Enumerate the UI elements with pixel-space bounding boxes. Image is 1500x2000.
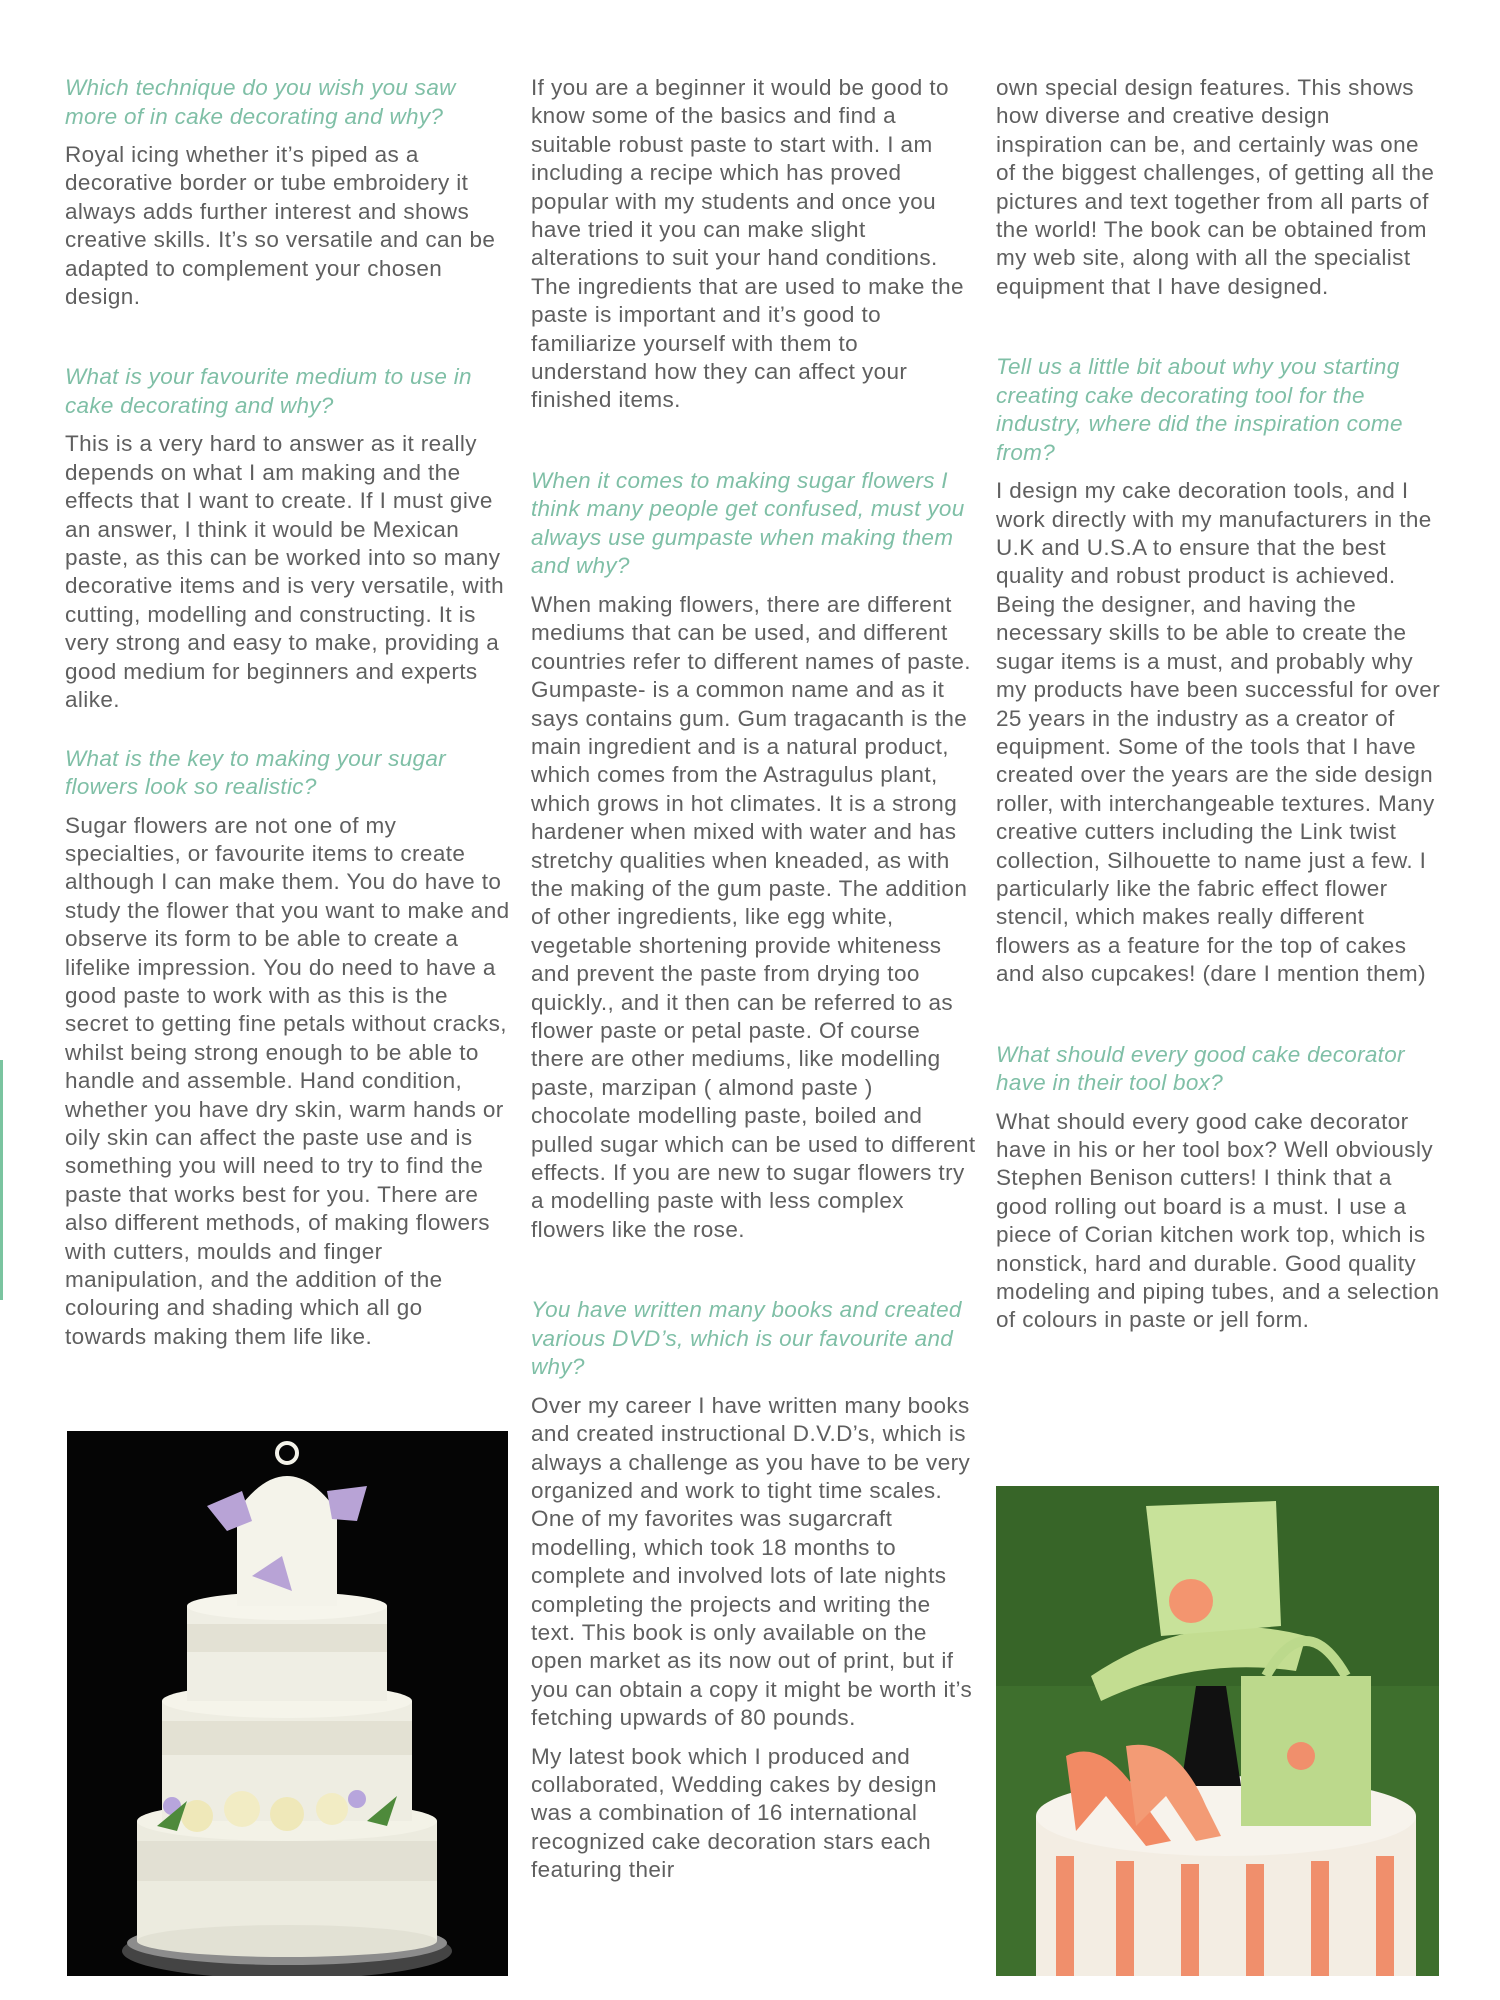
answer-paragraph: My latest book which I produced and collaborated, Wedding cakes by design was a combination of 16 international recognized cake decoration stars each featuring their [531,1743,937,1883]
question-heading: When it comes to making sugar flowers I think many people get confused, must you always use gumpaste when making them and why? [531,467,965,579]
wedding-cake-photo [67,1431,508,1976]
question-heading: Tell us a little bit about why you starting creating cake decorating tool for the industry, where did the inspiration come from? [996,354,1403,465]
question-heading: What is the key to making your sugar flowers look so realistic? [65,745,446,799]
answer-paragraph: Royal icing whether it’s piped as a decorative border or tube embroidery it always adds further interest and shows creative skills. It’s so versatile and can be adapted to complement your chosen design. [65,142,496,310]
column-right [996,74,1441,1335]
column-middle [531,74,976,1885]
question-heading: What is your favourite medium to use in cake decorating and why? [65,364,472,418]
answer-paragraph: What should every good cake decorator have in his or her tool box? Well obviously Stephen Benison cutters! I think that a good rolling out board is a must. I use a piece of Corian kitchen work top, which is nonstick, hard and durable. Good quality modeling and piping tubes, and a selection of colours in paste or jell form. [996,1108,1440,1333]
answer-paragraph: If you are a beginner it would be good to know some of the basics and find a suitable robust paste to start with. I am including a recipe which has proved popular with my students and once you have tried it you can make slight alterations to suit your hand conditions. The ingredients that are used to make the paste is important and it’s good to familiarize yourself with them to understand how they can affect your finished items. [531,75,964,413]
question-heading: What should every good cake decorator have in their tool box? [996,1041,1405,1096]
column-left [65,74,510,1351]
answer-paragraph: own special design features. This shows how diverse and creative design inspiration can be, and certainly was one of the biggest challenges, of getting all the pictures and text together from all parts of the world! The book can be obtained from my web site, along with all the specialist equipment that I have designed. [996,75,1435,299]
answer-paragraph: Over my career I have written many books and created instructional D.V.D’s, which is always a challenge as you have to be very organized and work to tight time scales. One of my favorites was sugarcraft modelling, which took 18 months to complete and involved lots of late nights completing the projects and writing the text. This book is only available on the open market as its now out of print, but if you can obtain a copy it might be worth it’s fetching upwards of 80 pounds. [531,1392,973,1731]
answer-paragraph: Sugar flowers are not one of my specialties, or favourite items to create although I can make them. You do have to study the flower that you want to make and observe its form to be able to create a lifelike impression. You do need to have a good paste to work with as this is the secret to getting fine petals without cracks, whilst being strong enough to be able to handle and assemble. Hand condition, whether you have dry skin, warm hands or oily skin can affect the paste use and is something you will need to try to find the paste that works best for you. There are also different methods, of making flowers with cutters, moulds and finger manipulation, and the addition of the colouring and shading which all go towards making them life like. [65,812,510,1349]
answer-paragraph: When making flowers, there are different mediums that can be used, and different countries refer to different names of paste. Gumpaste- is a common name and as it says contains gum. Gum tragacanth is the main ingredient and is a natural product, which comes from the Astragulus plant, which grows in hot climates. It is a strong hardener when mixed with water and has stretchy qualities when kneaded, as with the making of the gum paste. The addition of other ingredients, like egg white, vegetable shortening provide whiteness and prevent the paste from drying too quickly., and it then can be referred to as flower paste or petal paste. Of course there are other mediums, like modelling paste, marzipan ( almond paste ) chocolate modelling paste, boiled and pulled sugar which can be used to different effects. If you are new to sugar flowers try a modelling paste with less complex flowers like the rose. [531,591,976,1242]
answer-paragraph: This is a very hard to answer as it really depends on what I am making and the effects that I want to create. If I must give an answer, I think it would be Mexican paste, as this can be worked into so many decorative items and is very versatile, with cutting, modelling and constructing. It is very strong and easy to make, providing a good medium for beginners and experts alike. [65,431,505,713]
question-heading: You have written many books and created various DVD’s, which is our favourite and why? [531,1297,962,1380]
question-heading: Which technique do you wish you saw more of in cake decorating and why? [65,75,456,129]
hat-bag-shoes-cake-photo [996,1486,1439,1976]
page-edge-accent [0,1060,3,1300]
answer-paragraph: I design my cake decoration tools, and I work directly with my manufacturers in the U.K and U.S.A to ensure that the best quality and robust product is achieved. Being the designer, and having the necessary skills to be able to create the sugar items is a must, and probably why my products have been successful for over 25 years in the industry as a creator of equipment. Some of the tools that I have created over the years are the side design roller, with interchangeable textures. Many creative cutters including the Link twist collection, Silhouette to name just a few. I particularly like the fabric effect flower stencil, which makes really different flowers as a feature for the top of cakes and also cupcakes! (dare I mention them) [996,478,1441,987]
